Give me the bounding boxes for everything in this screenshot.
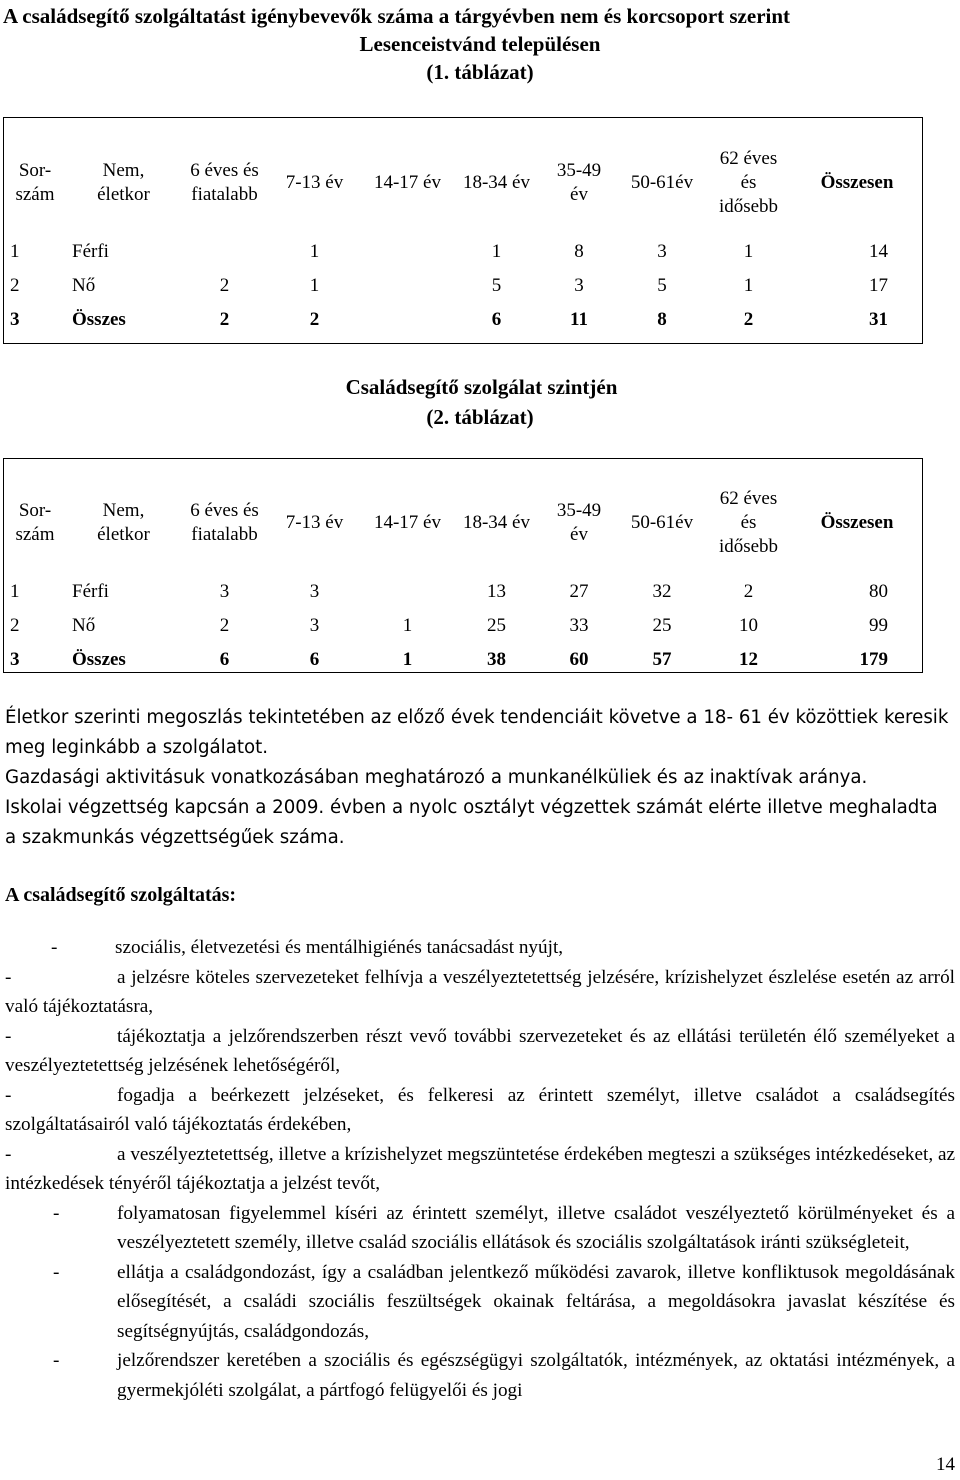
analysis-paragraphs: [5, 703, 950, 853]
table1: [4, 130, 922, 337]
list-dash: -: [5, 1084, 12, 1106]
service-list: [5, 933, 955, 1405]
table-cell: 31: [869, 309, 888, 330]
column-header: Összesen: [820, 511, 894, 533]
table-row: [4, 235, 922, 269]
column-header: 14-17 év: [373, 171, 441, 193]
list-item: - szociális, életvezetési és mentálhigiénés tanácsadást nyújt,: [5, 933, 955, 963]
table-cell: 1: [402, 649, 413, 670]
table-cell: 25: [487, 615, 506, 636]
column-header: 7-13 év: [285, 511, 344, 533]
table-cell: 3: [309, 581, 320, 602]
table-cell: 6: [309, 649, 320, 670]
table-row: [4, 609, 922, 643]
table-cell: 11: [570, 309, 588, 330]
table-cell: 2: [219, 309, 230, 330]
list-item: - a veszélyeztetettség, illetve a krízishelyzet megszüntetése érdekében megteszi a szükséges intézkedéseket, az intézkedések tényéről tájékoztatja a jelzést tevőt,: [5, 1140, 955, 1199]
column-header: Nem, életkor: [97, 159, 150, 205]
table-cell: 5: [491, 275, 502, 296]
column-header: 18-34 év: [462, 511, 530, 533]
column-header: 50-61év: [630, 511, 694, 533]
header-row: [4, 470, 922, 575]
table-cell: [361, 269, 454, 303]
column-header: 62 éves és idősebb: [718, 487, 779, 557]
table-cell: 1: [491, 241, 502, 262]
table-cell: 17: [869, 275, 888, 296]
column-header: 50-61év: [630, 171, 694, 193]
list-item: - ellátja a családgondozást, így a családban jelentkező működési zavarok, illetve konfliktusok megoldásának elősegítését, a családi szociális feszültségek okainak feltárása, a megoldásokra javaslat készítése és segítségnyújtás, családgondozás,: [5, 1258, 955, 1347]
table-cell: 38: [487, 649, 506, 670]
table-cell: 1: [10, 241, 20, 262]
table-cell: 2: [743, 309, 754, 330]
table-cell: 60: [569, 649, 589, 670]
table-cell: 6: [219, 649, 230, 670]
table-cell: [361, 235, 454, 269]
table-cell: 10: [739, 615, 758, 636]
table-cell: 3: [309, 615, 320, 636]
column-header: Sor- szám: [15, 159, 55, 205]
list-dash: -: [5, 966, 12, 988]
list-dash: -: [53, 1202, 60, 1224]
table2-caption: [0, 372, 960, 432]
table-cell: [181, 235, 268, 269]
subtitle-line-1: Családsegítő szolgálat szintjén: [345, 375, 618, 399]
table-cell: 27: [569, 581, 589, 602]
paragraph-education: Iskolai végzettség kapcsán a 2009. évben a nyolc osztályt végzettek számát elérte illetve meghaladta a szakmunkás végzettségűek száma.: [5, 797, 938, 848]
list-dash: -: [5, 1143, 12, 1165]
document-title: [0, 2, 960, 86]
table-cell: Nő: [72, 615, 96, 636]
table-cell: Férfi: [72, 241, 109, 262]
table-cell: 3: [219, 581, 230, 602]
table-cell: Férfi: [72, 581, 109, 602]
column-header: 14-17 év: [373, 511, 441, 533]
column-header: 18-34 év: [462, 171, 530, 193]
header-row: [4, 130, 922, 235]
table-cell: 3: [574, 275, 584, 296]
table-cell: Összes: [72, 309, 126, 330]
table-cell: [361, 575, 454, 609]
table-cell: 80: [869, 581, 888, 602]
table-cell: 1: [309, 241, 320, 262]
list-item: - tájékoztatja a jelzőrendszerben részt vevő további szervezeteket és az ellátási területén élő személyeket a veszélyeztetettség jelzésének lehetőségéről,: [5, 1022, 955, 1081]
title-line-3: (1. táblázat): [426, 60, 534, 84]
table-cell: 14: [869, 241, 888, 262]
table-cell: 32: [652, 581, 672, 602]
table-cell: Összes: [72, 649, 126, 670]
table-cell: 12: [739, 649, 758, 670]
column-header: Összesen: [820, 171, 894, 193]
table-cell: 2: [10, 615, 20, 636]
column-header: 35-49 év: [556, 499, 602, 545]
table-row: [4, 269, 922, 303]
table-cell: 179: [859, 649, 888, 670]
column-header: 6 éves és fiatalabb: [190, 499, 259, 545]
table-cell: 2: [743, 581, 754, 602]
table-cell: 13: [487, 581, 506, 602]
table-cell: 1: [10, 581, 20, 602]
table-cell: 1: [743, 275, 754, 296]
column-header: 35-49 év: [556, 159, 602, 205]
table-cell: 3: [10, 649, 20, 670]
subtitle-line-2: (2. táblázat): [426, 405, 534, 429]
column-header: 7-13 év: [285, 171, 344, 193]
column-header: 62 éves és idősebb: [718, 147, 779, 217]
table-row: [4, 575, 922, 609]
list-dash: -: [51, 937, 58, 958]
column-header: 6 éves és fiatalabb: [190, 159, 259, 205]
table-cell: 5: [657, 275, 667, 296]
list-item: - fogadja a beérkezett jelzéseket, és felkeresi az érintett személyt, illetve családot a családsegítés szolgáltatásairól való tájékoztatás érdekében,: [5, 1081, 955, 1140]
list-item: - jelzőrendszer keretében a szociális és egészségügyi szolgáltatók, intézmények, az oktatási intézmények, a gyermekjóléti szolgálat, a pártfogó felügyelői és jogi: [5, 1346, 955, 1405]
title-line-2: Lesenceistvánd településen: [359, 32, 601, 56]
table-row: [4, 643, 922, 677]
table-cell: 1: [402, 615, 413, 636]
table-cell: 57: [652, 649, 672, 670]
column-header: Sor- szám: [15, 499, 55, 545]
table-cell: 1: [309, 275, 320, 296]
table-cell: 99: [869, 615, 888, 636]
paragraph-activity: Gazdasági aktivitásuk vonatkozásában meghatározó a munkanélküliek és az inaktívak aránya.: [5, 767, 868, 788]
list-dash: -: [5, 1025, 12, 1047]
table-cell: 8: [574, 241, 584, 262]
section-title: A családsegítő szolgáltatás:: [5, 884, 237, 906]
table2: [4, 470, 922, 677]
title-line-1: A családsegítő szolgáltatást igénybevevők száma a tárgyévben nem és korcsoport szerint: [3, 4, 791, 28]
table-cell: 2: [219, 275, 230, 296]
table-cell: 2: [309, 309, 320, 330]
list-dash: -: [53, 1261, 60, 1283]
list-item: - folyamatosan figyelemmel kíséri az érintett személyt, illetve családot veszélyeztető körülményeket és a veszélyeztetett személy, illetve család szociális ellátások és szociális szolgáltatások iránti szükségleteit,: [5, 1199, 955, 1258]
list-item: - a jelzésre köteles szervezeteket felhívja a veszélyeztetettség jelzésére, krízishelyzet észlelése esetén az arról való tájékoztatásra,: [5, 963, 955, 1022]
table-row: [4, 303, 922, 337]
table-cell: 2: [10, 275, 20, 296]
table-cell: [361, 303, 454, 337]
table-cell: 6: [491, 309, 502, 330]
table-cell: 25: [652, 615, 672, 636]
page-number: 14: [936, 1454, 955, 1475]
table-cell: 3: [10, 309, 20, 330]
table-cell: Nő: [72, 275, 96, 296]
table-cell: 2: [219, 615, 230, 636]
table-cell: 33: [569, 615, 589, 636]
table-cell: 3: [657, 241, 667, 262]
table-cell: 1: [743, 241, 754, 262]
column-header: Nem, életkor: [97, 499, 150, 545]
list-dash: -: [53, 1350, 60, 1371]
table-cell: 8: [657, 309, 667, 330]
paragraph-age: Életkor szerinti megoszlás tekintetében az előző évek tendenciáit követve a 18- 61 év közöttiek keresik meg leginkább a szolgálatot.: [5, 707, 949, 758]
